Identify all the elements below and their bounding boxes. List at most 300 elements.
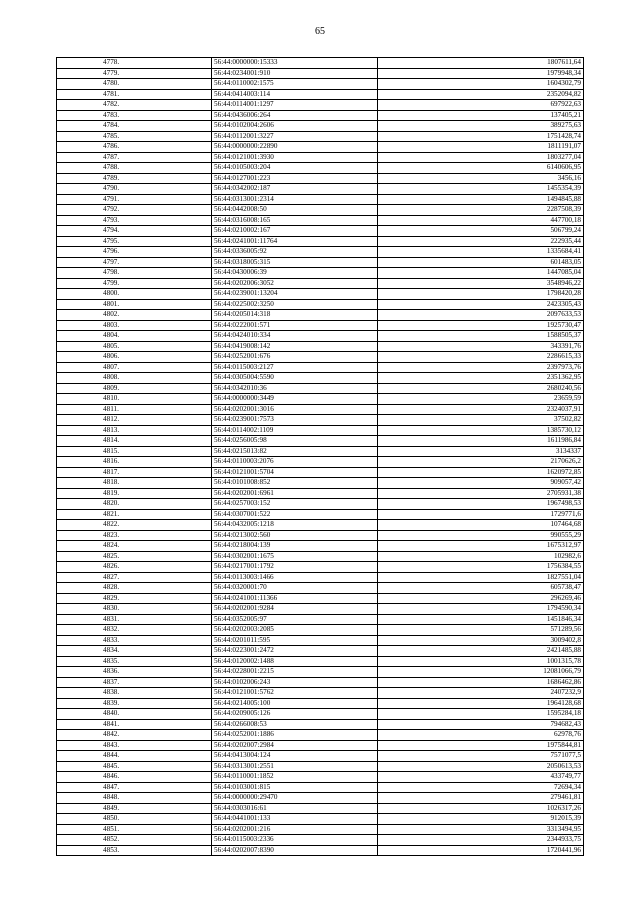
value-cell: 1827551,04 (378, 572, 584, 583)
value-cell: 1620972,85 (378, 467, 584, 478)
value-cell: 1494845,88 (378, 194, 584, 205)
row-number-cell: 4780. (57, 79, 212, 90)
cadastral-number-cell: 56:44:0121001:5704 (212, 467, 378, 478)
value-cell: 1964128,68 (378, 698, 584, 709)
table-row (57, 719, 584, 730)
table-row (57, 373, 584, 384)
row-number-cell: 4831. (57, 614, 212, 625)
table-row (57, 478, 584, 489)
cadastral-number-cell: 56:44:0210002:167 (212, 226, 378, 237)
row-number-cell: 4786. (57, 142, 212, 153)
value-cell: 1794590,34 (378, 604, 584, 615)
value-cell: 1595284,18 (378, 709, 584, 720)
value-cell: 1447085,04 (378, 268, 584, 279)
table-row (57, 677, 584, 688)
cadastral-number-cell: 56:44:0202001:216 (212, 824, 378, 835)
cadastral-number-cell: 56:44:0313001:2314 (212, 194, 378, 205)
table-row (57, 772, 584, 783)
table-row (57, 656, 584, 667)
value-cell: 1803277,04 (378, 152, 584, 163)
cadastral-number-cell: 56:44:0110001:1852 (212, 772, 378, 783)
cadastral-number-cell: 56:44:0266008:53 (212, 719, 378, 730)
table-row (57, 299, 584, 310)
table-row (57, 362, 584, 373)
row-number-cell: 4830. (57, 604, 212, 615)
value-cell: 2680240,56 (378, 383, 584, 394)
table-row (57, 331, 584, 342)
value-cell: 1675312,97 (378, 541, 584, 552)
table-row (57, 457, 584, 468)
table-row (57, 835, 584, 846)
table-row (57, 446, 584, 457)
cadastral-number-cell: 56:44:0342002:187 (212, 184, 378, 195)
table-row (57, 352, 584, 363)
cadastral-number-cell: 56:44:0114001:1297 (212, 100, 378, 111)
table-row (57, 698, 584, 709)
cadastral-number-cell: 56:44:0413004:124 (212, 751, 378, 762)
cadastral-number-cell: 56:44:0202007:2984 (212, 740, 378, 751)
row-number-cell: 4815. (57, 446, 212, 457)
cadastral-number-cell: 56:44:0256005:98 (212, 436, 378, 447)
table-row (57, 142, 584, 153)
cadastral-number-cell: 56:44:0441001:133 (212, 814, 378, 825)
value-cell: 102982,6 (378, 551, 584, 562)
value-cell: 3456,16 (378, 173, 584, 184)
value-cell: 1798420,28 (378, 289, 584, 300)
row-number-cell: 4834. (57, 646, 212, 657)
table-row (57, 583, 584, 594)
cadastral-number-cell: 56:44:0102006:243 (212, 677, 378, 688)
cadastral-number-cell: 56:44:0223001:2472 (212, 646, 378, 657)
row-number-cell: 4798. (57, 268, 212, 279)
cadastral-number-cell: 56:44:0432005:1218 (212, 520, 378, 531)
row-number-cell: 4814. (57, 436, 212, 447)
cadastral-number-cell: 56:44:0316008:165 (212, 215, 378, 226)
table-row (57, 289, 584, 300)
value-cell: 296269,46 (378, 593, 584, 604)
cadastral-number-cell: 56:44:0202001:3016 (212, 404, 378, 415)
table-row (57, 604, 584, 615)
value-cell: 1807611,64 (378, 58, 584, 69)
table-row (57, 310, 584, 321)
cadastral-number-cell: 56:44:0115003:2336 (212, 835, 378, 846)
row-number-cell: 4788. (57, 163, 212, 174)
value-cell: 1720441,96 (378, 845, 584, 856)
value-cell: 2097633,53 (378, 310, 584, 321)
value-cell: 1451846,34 (378, 614, 584, 625)
value-cell: 7571077,5 (378, 751, 584, 762)
value-cell: 2287508,39 (378, 205, 584, 216)
table-row (57, 740, 584, 751)
value-cell: 2421485,88 (378, 646, 584, 657)
table-row (57, 530, 584, 541)
value-cell: 6140606,95 (378, 163, 584, 174)
table-row (57, 194, 584, 205)
row-number-cell: 4844. (57, 751, 212, 762)
table-row (57, 236, 584, 247)
cadastral-number-cell: 56:44:0202003:2085 (212, 625, 378, 636)
value-cell: 1001315,78 (378, 656, 584, 667)
table-row (57, 625, 584, 636)
cadastral-number-cell: 56:44:0202007:8390 (212, 845, 378, 856)
value-cell: 1811191,07 (378, 142, 584, 153)
cadastral-number-cell: 56:44:0222001:571 (212, 320, 378, 331)
value-cell: 3548946,22 (378, 278, 584, 289)
value-cell: 222935,44 (378, 236, 584, 247)
row-number-cell: 4811. (57, 404, 212, 415)
table-row (57, 646, 584, 657)
cadastral-number-cell: 56:44:0112001:3227 (212, 131, 378, 142)
row-number-cell: 4796. (57, 247, 212, 258)
row-number-cell: 4808. (57, 373, 212, 384)
row-number-cell: 4802. (57, 310, 212, 321)
cadastral-number-cell: 56:44:0000000:15333 (212, 58, 378, 69)
table-row (57, 688, 584, 699)
row-number-cell: 4805. (57, 341, 212, 352)
value-cell: 12081066,79 (378, 667, 584, 678)
table-row (57, 79, 584, 90)
cadastral-number-cell: 56:44:0000000:29470 (212, 793, 378, 804)
row-number-cell: 4829. (57, 593, 212, 604)
table-row (57, 257, 584, 268)
table-row (57, 814, 584, 825)
value-cell: 601483,05 (378, 257, 584, 268)
table-row (57, 173, 584, 184)
value-cell: 2050613,53 (378, 761, 584, 772)
row-number-cell: 4793. (57, 215, 212, 226)
row-number-cell: 4846. (57, 772, 212, 783)
cadastral-number-cell: 56:44:0313001:2551 (212, 761, 378, 772)
cadastral-number-cell: 56:44:0430006:39 (212, 268, 378, 279)
cadastral-number-cell: 56:44:0305004:5590 (212, 373, 378, 384)
table-row (57, 793, 584, 804)
value-cell: 697922,63 (378, 100, 584, 111)
table-row (57, 803, 584, 814)
table-row (57, 415, 584, 426)
value-cell: 912015,39 (378, 814, 584, 825)
cadastral-number-cell: 56:44:0201011:595 (212, 635, 378, 646)
value-cell: 990555,29 (378, 530, 584, 541)
cadastral-number-cell: 56:44:0225002:3250 (212, 299, 378, 310)
table-row (57, 667, 584, 678)
row-number-cell: 4851. (57, 824, 212, 835)
row-number-cell: 4812. (57, 415, 212, 426)
table-row (57, 499, 584, 510)
cadastral-number-cell: 56:44:0127001:223 (212, 173, 378, 184)
table-row (57, 268, 584, 279)
cadastral-number-cell: 56:44:0214005:100 (212, 698, 378, 709)
row-number-cell: 4813. (57, 425, 212, 436)
row-number-cell: 4801. (57, 299, 212, 310)
value-cell: 1979948,34 (378, 68, 584, 79)
table-row (57, 152, 584, 163)
row-number-cell: 4838. (57, 688, 212, 699)
row-number-cell: 4778. (57, 58, 212, 69)
value-cell: 137405,21 (378, 110, 584, 121)
value-cell: 1751428,74 (378, 131, 584, 142)
value-cell: 62978,76 (378, 730, 584, 741)
cadastral-number-cell: 56:44:0102004:2606 (212, 121, 378, 132)
table-row (57, 761, 584, 772)
value-cell: 1925730,47 (378, 320, 584, 331)
cadastral-number-cell: 56:44:0303016:61 (212, 803, 378, 814)
cadastral-number-cell: 56:44:0202001:6961 (212, 488, 378, 499)
cadastral-number-cell: 56:44:0442008:50 (212, 205, 378, 216)
value-cell: 447700,18 (378, 215, 584, 226)
table-row (57, 572, 584, 583)
value-cell: 37502,82 (378, 415, 584, 426)
cadastral-number-cell: 56:44:0318005:315 (212, 257, 378, 268)
table-row (57, 551, 584, 562)
table-row (57, 562, 584, 573)
value-cell: 2324037,91 (378, 404, 584, 415)
row-number-cell: 4852. (57, 835, 212, 846)
row-number-cell: 4782. (57, 100, 212, 111)
row-number-cell: 4845. (57, 761, 212, 772)
cadastral-number-cell: 56:44:0103001:815 (212, 782, 378, 793)
table-row (57, 730, 584, 741)
row-number-cell: 4823. (57, 530, 212, 541)
row-number-cell: 4839. (57, 698, 212, 709)
row-number-cell: 4804. (57, 331, 212, 342)
row-number-cell: 4781. (57, 89, 212, 100)
page-number: 65 (315, 26, 325, 37)
row-number-cell: 4836. (57, 667, 212, 678)
cadastral-number-cell: 56:44:0101008:852 (212, 478, 378, 489)
value-cell: 1335684,41 (378, 247, 584, 258)
cadastral-number-cell: 56:44:0241001:11366 (212, 593, 378, 604)
table-row (57, 215, 584, 226)
row-number-cell: 4842. (57, 730, 212, 741)
cadastral-number-cell: 56:44:0000000:3449 (212, 394, 378, 405)
row-number-cell: 4847. (57, 782, 212, 793)
row-number-cell: 4824. (57, 541, 212, 552)
row-number-cell: 4819. (57, 488, 212, 499)
table-row (57, 520, 584, 531)
table-row (57, 467, 584, 478)
cadastral-number-cell: 56:44:0342010:36 (212, 383, 378, 394)
row-number-cell: 4828. (57, 583, 212, 594)
table-row (57, 635, 584, 646)
value-cell: 3134337 (378, 446, 584, 457)
cadastral-number-cell: 56:44:0419008:142 (212, 341, 378, 352)
value-cell: 2423305,43 (378, 299, 584, 310)
table-row (57, 824, 584, 835)
row-number-cell: 4820. (57, 499, 212, 510)
table-row (57, 394, 584, 405)
value-cell: 23659,59 (378, 394, 584, 405)
row-number-cell: 4837. (57, 677, 212, 688)
value-cell: 3313494,95 (378, 824, 584, 835)
row-number-cell: 4853. (57, 845, 212, 856)
row-number-cell: 4794. (57, 226, 212, 237)
value-cell: 1026317,26 (378, 803, 584, 814)
table-row (57, 226, 584, 237)
value-cell: 506799,24 (378, 226, 584, 237)
cadastral-number-cell: 56:44:0209005:126 (212, 709, 378, 720)
table-row (57, 341, 584, 352)
value-cell: 279461,81 (378, 793, 584, 804)
row-number-cell: 4785. (57, 131, 212, 142)
value-cell: 2286615,33 (378, 352, 584, 363)
cadastral-number-cell: 56:44:0000000:22890 (212, 142, 378, 153)
table-row (57, 436, 584, 447)
row-number-cell: 4833. (57, 635, 212, 646)
value-cell: 3009402,8 (378, 635, 584, 646)
cadastral-number-cell: 56:44:0239001:13204 (212, 289, 378, 300)
row-number-cell: 4787. (57, 152, 212, 163)
row-number-cell: 4807. (57, 362, 212, 373)
cadastral-number-cell: 56:44:0110003:2076 (212, 457, 378, 468)
cadastral-number-cell: 56:44:0215013:82 (212, 446, 378, 457)
cadastral-number-cell: 56:44:0120002:1488 (212, 656, 378, 667)
cadastral-number-cell: 56:44:0228001:2215 (212, 667, 378, 678)
cadastral-number-cell: 56:44:0121001:5762 (212, 688, 378, 699)
value-cell: 605738,47 (378, 583, 584, 594)
row-number-cell: 4799. (57, 278, 212, 289)
row-number-cell: 4818. (57, 478, 212, 489)
row-number-cell: 4810. (57, 394, 212, 405)
cadastral-number-cell: 56:44:0320001:70 (212, 583, 378, 594)
row-number-cell: 4850. (57, 814, 212, 825)
table-row (57, 404, 584, 415)
value-cell: 2170626,2 (378, 457, 584, 468)
value-cell: 2407232,9 (378, 688, 584, 699)
row-number-cell: 4809. (57, 383, 212, 394)
cadastral-number-cell: 56:44:0336005:92 (212, 247, 378, 258)
value-cell: 1455354,39 (378, 184, 584, 195)
table-row (57, 593, 584, 604)
row-number-cell: 4792. (57, 205, 212, 216)
table-row (57, 845, 584, 856)
row-number-cell: 4784. (57, 121, 212, 132)
row-number-cell: 4848. (57, 793, 212, 804)
row-number-cell: 4825. (57, 551, 212, 562)
cadastral-number-cell: 56:44:0114002:1109 (212, 425, 378, 436)
table-row (57, 320, 584, 331)
table-row (57, 68, 584, 79)
row-number-cell: 4843. (57, 740, 212, 751)
value-cell: 1975844,81 (378, 740, 584, 751)
table-row (57, 709, 584, 720)
table-row (57, 89, 584, 100)
table-row (57, 205, 584, 216)
row-number-cell: 4835. (57, 656, 212, 667)
table-row (57, 247, 584, 258)
row-number-cell: 4840. (57, 709, 212, 720)
value-cell: 571289,56 (378, 625, 584, 636)
row-number-cell: 4795. (57, 236, 212, 247)
row-number-cell: 4783. (57, 110, 212, 121)
cadastral-number-cell: 56:44:0218004:139 (212, 541, 378, 552)
value-cell: 794682,43 (378, 719, 584, 730)
value-cell: 1385730,12 (378, 425, 584, 436)
table-row (57, 163, 584, 174)
row-number-cell: 4791. (57, 194, 212, 205)
table-row (57, 782, 584, 793)
row-number-cell: 4806. (57, 352, 212, 363)
cadastral-number-cell: 56:44:0414003:114 (212, 89, 378, 100)
row-number-cell: 4816. (57, 457, 212, 468)
value-cell: 343391,76 (378, 341, 584, 352)
row-number-cell: 4821. (57, 509, 212, 520)
table-row (57, 509, 584, 520)
table-row (57, 58, 584, 69)
cadastral-number-cell: 56:44:0302001:1675 (212, 551, 378, 562)
value-cell: 2352094,82 (378, 89, 584, 100)
cadastral-number-cell: 56:44:0436006:264 (212, 110, 378, 121)
table-row (57, 614, 584, 625)
table-row (57, 488, 584, 499)
cadastral-number-cell: 56:44:0113003:1466 (212, 572, 378, 583)
cadastral-number-cell: 56:44:0115003:2127 (212, 362, 378, 373)
table-row (57, 383, 584, 394)
value-cell: 1604302,79 (378, 79, 584, 90)
value-cell: 2351362,95 (378, 373, 584, 384)
row-number-cell: 4849. (57, 803, 212, 814)
table-row (57, 541, 584, 552)
cadastral-number-cell: 56:44:0234001:910 (212, 68, 378, 79)
value-cell: 389275,63 (378, 121, 584, 132)
cadastral-number-cell: 56:44:0110002:1575 (212, 79, 378, 90)
value-cell: 1588505,37 (378, 331, 584, 342)
value-cell: 72694,34 (378, 782, 584, 793)
value-cell: 1729771,6 (378, 509, 584, 520)
cadastral-number-cell: 56:44:0424010:334 (212, 331, 378, 342)
value-cell: 1686462,86 (378, 677, 584, 688)
cadastral-number-cell: 56:44:0257003:152 (212, 499, 378, 510)
cadastral-number-cell: 56:44:0205014:318 (212, 310, 378, 321)
table-row (57, 278, 584, 289)
cadastral-number-cell: 56:44:0202001:9284 (212, 604, 378, 615)
row-number-cell: 4797. (57, 257, 212, 268)
table-row (57, 751, 584, 762)
cadastral-number-cell: 56:44:0239001:7573 (212, 415, 378, 426)
row-number-cell: 4832. (57, 625, 212, 636)
cadastral-number-cell: 56:44:0202006:3052 (212, 278, 378, 289)
value-cell: 2397973,76 (378, 362, 584, 373)
row-number-cell: 4827. (57, 572, 212, 583)
cadastral-number-cell: 56:44:0217001:1792 (212, 562, 378, 573)
row-number-cell: 4800. (57, 289, 212, 300)
row-number-cell: 4841. (57, 719, 212, 730)
cadastral-value-table (56, 57, 584, 856)
row-number-cell: 4789. (57, 173, 212, 184)
cadastral-number-cell: 56:44:0307001:522 (212, 509, 378, 520)
row-number-cell: 4790. (57, 184, 212, 195)
value-cell: 2344933,75 (378, 835, 584, 846)
row-number-cell: 4779. (57, 68, 212, 79)
table-row (57, 184, 584, 195)
table-row (57, 121, 584, 132)
cadastral-number-cell: 56:44:0252001:676 (212, 352, 378, 363)
value-cell: 1967498,53 (378, 499, 584, 510)
table-row (57, 131, 584, 142)
cadastral-number-cell: 56:44:0121001:3930 (212, 152, 378, 163)
table-row (57, 100, 584, 111)
row-number-cell: 4826. (57, 562, 212, 573)
value-cell: 107464,68 (378, 520, 584, 531)
table-row (57, 110, 584, 121)
table-row (57, 425, 584, 436)
row-number-cell: 4817. (57, 467, 212, 478)
cadastral-number-cell: 56:44:0241001:11764 (212, 236, 378, 247)
row-number-cell: 4822. (57, 520, 212, 531)
cadastral-number-cell: 56:44:0252001:1886 (212, 730, 378, 741)
value-cell: 1756384,55 (378, 562, 584, 573)
cadastral-number-cell: 56:44:0213002:560 (212, 530, 378, 541)
value-cell: 1611986,84 (378, 436, 584, 447)
